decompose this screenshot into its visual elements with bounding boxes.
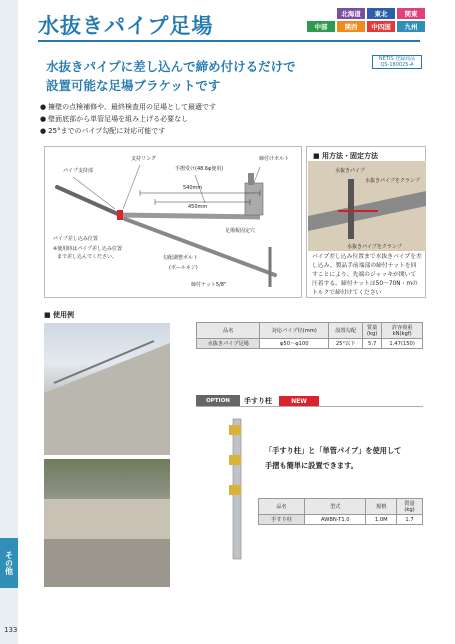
label-tighten-nut: 締付ナット5/8" — [191, 282, 227, 288]
feature-item: ● 壁面底部から単管足場を組み上げる必要なし — [40, 113, 216, 125]
region-badge: 北海道 — [337, 8, 365, 19]
table-cell: 1.0M — [366, 515, 397, 525]
feature-list — [40, 101, 216, 137]
label-insert-note: まで差し込んでください。 — [57, 254, 118, 260]
label-foot-plate: 足場板固定穴 — [225, 228, 256, 234]
example-photo-1 — [44, 323, 170, 455]
netis-badge — [372, 55, 422, 69]
label-clamp: 水抜きパイプをクランプ — [365, 178, 420, 184]
option-spec-table — [258, 498, 423, 525]
column-header: 品名 — [259, 499, 305, 515]
post-clamp — [229, 485, 241, 495]
page-number: 133 — [4, 626, 18, 634]
table-cell: AWBN-T1.0 — [305, 515, 366, 525]
column-header: 品名 — [197, 323, 260, 339]
handrail-post-image — [215, 415, 255, 565]
spec-table — [196, 322, 423, 349]
table-row — [259, 515, 423, 525]
title-underline — [38, 40, 420, 42]
label-drain-pipe: 水抜きパイプ — [335, 168, 365, 174]
table-cell: 水抜きパイプ足場 — [197, 339, 260, 349]
label-dim-540: 540mm — [183, 185, 203, 191]
region-badge: 関西 — [337, 21, 365, 32]
feature-item: ● 擁壁の点検補修や、最終検査用の足場として最適です — [40, 101, 216, 113]
feature-item: ● 25°までのパイプ勾配に対応可能です — [40, 125, 216, 137]
example-photo-2 — [44, 459, 170, 587]
table-cell: 1.7 — [397, 515, 423, 525]
clamp-bolt — [248, 173, 254, 185]
label-clamp: 水抜きパイプをクランプ — [347, 244, 402, 250]
usage-drawing — [308, 161, 426, 251]
wall-top — [44, 499, 170, 539]
table-row — [197, 339, 423, 349]
page-title: 水抜きパイプ足場 — [38, 14, 214, 38]
handrail-mount — [245, 183, 263, 215]
table-cell: 25°以下 — [329, 339, 363, 349]
label-pipe-support: パイプ支持部 — [63, 168, 93, 174]
label-support-ring: 支持リング — [131, 156, 156, 162]
region-badge: 九州 — [397, 21, 425, 32]
usage-title: ■ 用方法・固定方法 — [313, 152, 379, 160]
table-cell: 手すり柱 — [259, 515, 305, 525]
post-clamp — [229, 455, 241, 465]
option-name: 手すり柱 — [244, 397, 272, 405]
table-header-row — [197, 323, 423, 339]
option-badge: OPTION — [196, 395, 240, 406]
option-description-line: 手摺も簡単に設置できます。 — [265, 461, 358, 470]
channel — [44, 539, 170, 587]
label-handrail: 手摺受け(48.6φ使用) — [175, 166, 224, 172]
netis-code: QS-180025-A — [380, 62, 414, 68]
side-category-tab[interactable]: その他 — [0, 538, 18, 588]
main-rail — [120, 215, 260, 217]
region-badge: 東北 — [367, 8, 395, 19]
option-bar — [196, 395, 423, 407]
label-insert-pos: パイプ差し込み位置 — [53, 236, 98, 242]
photo-illustration — [44, 323, 170, 455]
label-ball-nut: (ボールネジ) — [169, 265, 198, 271]
usage-panel — [306, 146, 426, 298]
region-badge: 関東 — [397, 8, 425, 19]
pipe-jack — [57, 187, 120, 215]
column-header: 許容荷重 kN(kgf) — [382, 323, 423, 339]
region-badge: 中部 — [307, 21, 335, 32]
label-slope-bolt: 勾配調整ボルト — [163, 255, 199, 261]
headline — [46, 57, 296, 95]
column-header: 質量 (kg) — [397, 499, 423, 515]
table-cell: φ50〜φ100 — [260, 339, 329, 349]
support-ring — [117, 210, 123, 220]
post-clamp — [229, 425, 241, 435]
column-header: 質量 (kg) — [363, 323, 382, 339]
product-diagram — [44, 146, 302, 298]
label-clamp-bolt: 締付けボルト — [259, 156, 290, 162]
label-insert-note: ※使用時はパイプ差し込み位置 — [53, 246, 123, 252]
examples-title: ■ 使用例 — [44, 311, 75, 319]
headline-line: 設置可能な足場ブラケットです — [46, 78, 221, 93]
table-cell: 5.7 — [363, 339, 382, 349]
label-dim-450: 450mm — [188, 204, 208, 210]
column-header: 対応パイプ径(mm) — [260, 323, 329, 339]
drain-pipe — [348, 179, 354, 239]
photo-illustration — [44, 459, 170, 587]
usage-description: パイプ差し込み位置まで水抜きパイプを差し込み、製品手前端部の締付ナットを回すことにより、先端のジャッキが開いて圧着する。締付ナットは50〜70N・mのトルクで締付けてください — [312, 254, 422, 296]
column-header: 型式 — [305, 499, 366, 515]
region-spacer — [307, 8, 335, 19]
region-badge: 中四国 — [367, 21, 395, 32]
option-description — [265, 443, 401, 473]
region-badges — [307, 8, 425, 32]
column-header: 規格 — [366, 499, 397, 515]
table-cell: 1.47(150) — [382, 339, 423, 349]
new-badge: NEW — [279, 396, 319, 406]
table-header-row — [259, 499, 423, 515]
column-header: 設置勾配 — [329, 323, 363, 339]
headline-line: 水抜きパイプに差し込んで締め付けるだけで — [46, 59, 296, 74]
option-description-line: 「手すり柱」と「単管パイプ」を使用して — [265, 446, 402, 455]
leader-line — [123, 165, 140, 209]
netis-label: NETIS 登録商品 — [378, 56, 416, 62]
